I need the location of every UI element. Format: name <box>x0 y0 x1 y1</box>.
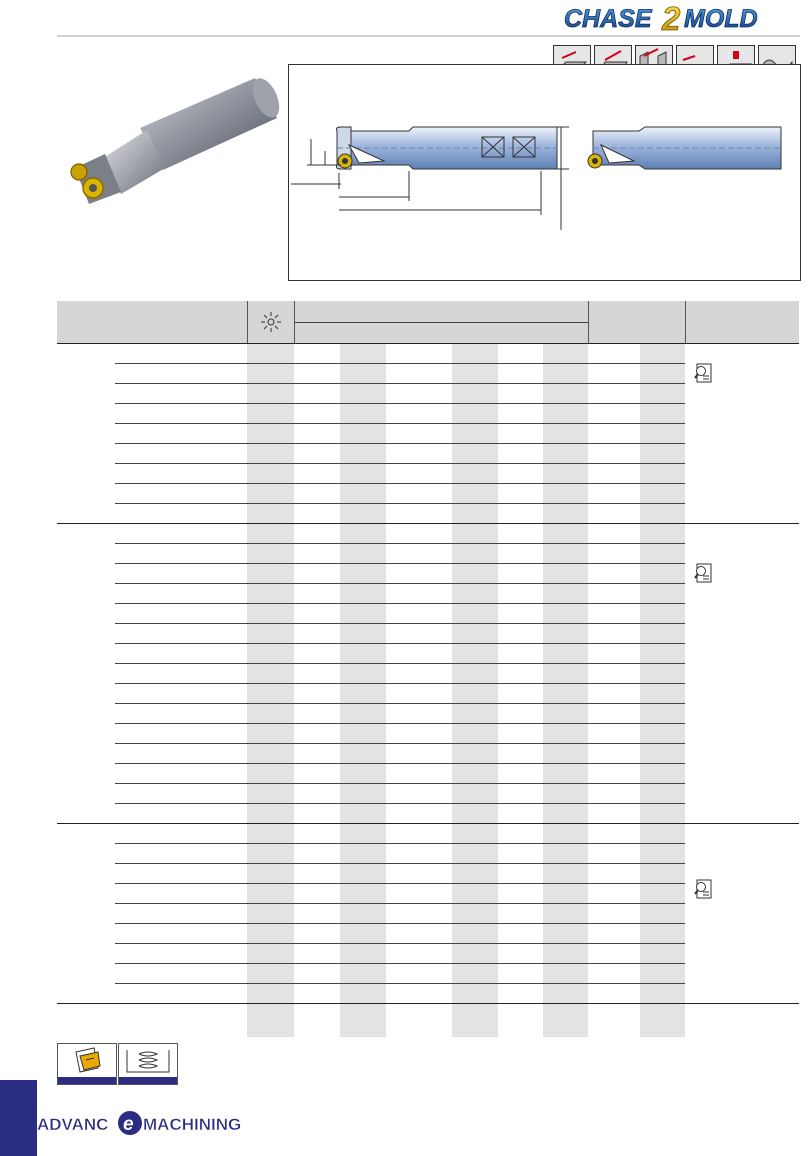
svg-text:e: e <box>123 1114 134 1135</box>
technical-drawing-frame <box>288 64 801 281</box>
table-row <box>115 403 685 404</box>
shaded-column <box>452 343 498 1037</box>
table-row <box>115 643 685 644</box>
catalog-page-icon[interactable] <box>57 1043 117 1085</box>
end-mill-photo <box>55 70 280 215</box>
table-row <box>115 623 685 624</box>
document-reference-icon[interactable] <box>694 363 712 383</box>
table-row <box>115 363 685 364</box>
document-reference-icon[interactable] <box>694 563 712 583</box>
table-row <box>115 763 685 764</box>
table-row <box>115 583 685 584</box>
group-divider <box>57 823 799 824</box>
shaded-column <box>543 343 588 1037</box>
table-row <box>115 483 685 484</box>
advance-machining-logo <box>37 1110 242 1136</box>
svg-text:CHASE: CHASE <box>564 5 652 33</box>
table-row <box>115 883 685 884</box>
table-row <box>115 383 685 384</box>
table-bottom-line <box>57 1003 799 1004</box>
table-row <box>115 423 685 424</box>
table-row <box>115 663 685 664</box>
table-row <box>115 503 685 504</box>
svg-text:ADVANC: ADVANC <box>37 1115 109 1134</box>
table-row <box>115 843 685 844</box>
table-row <box>115 563 685 564</box>
table-row <box>115 903 685 904</box>
table-row <box>115 543 685 544</box>
table-row <box>115 463 685 464</box>
table-row <box>115 443 685 444</box>
table-row <box>115 703 685 704</box>
table-row <box>115 943 685 944</box>
svg-text:2: 2 <box>662 0 681 37</box>
document-reference-icon[interactable] <box>694 879 712 899</box>
shaded-column <box>340 343 386 1037</box>
table-row <box>115 603 685 604</box>
group-divider <box>57 343 799 344</box>
table-row <box>115 783 685 784</box>
table-row <box>115 803 685 804</box>
chase2mold-logo <box>560 0 800 37</box>
table-row <box>115 683 685 684</box>
table-row <box>115 983 685 984</box>
coolant-through-icon <box>259 310 283 334</box>
table-row <box>115 743 685 744</box>
group-divider <box>57 523 799 524</box>
table-row <box>115 723 685 724</box>
svg-text:MOLD: MOLD <box>684 5 758 33</box>
table-row <box>115 863 685 864</box>
table-row <box>115 963 685 964</box>
technical-drawing <box>289 65 800 280</box>
header-rule <box>57 35 800 37</box>
table-row <box>115 923 685 924</box>
shaded-column <box>247 343 294 1037</box>
shaded-column <box>640 343 685 1037</box>
section-tab <box>0 1080 37 1156</box>
helical-interpolation-icon[interactable] <box>118 1043 178 1085</box>
svg-text:MACHINING: MACHINING <box>143 1115 242 1134</box>
